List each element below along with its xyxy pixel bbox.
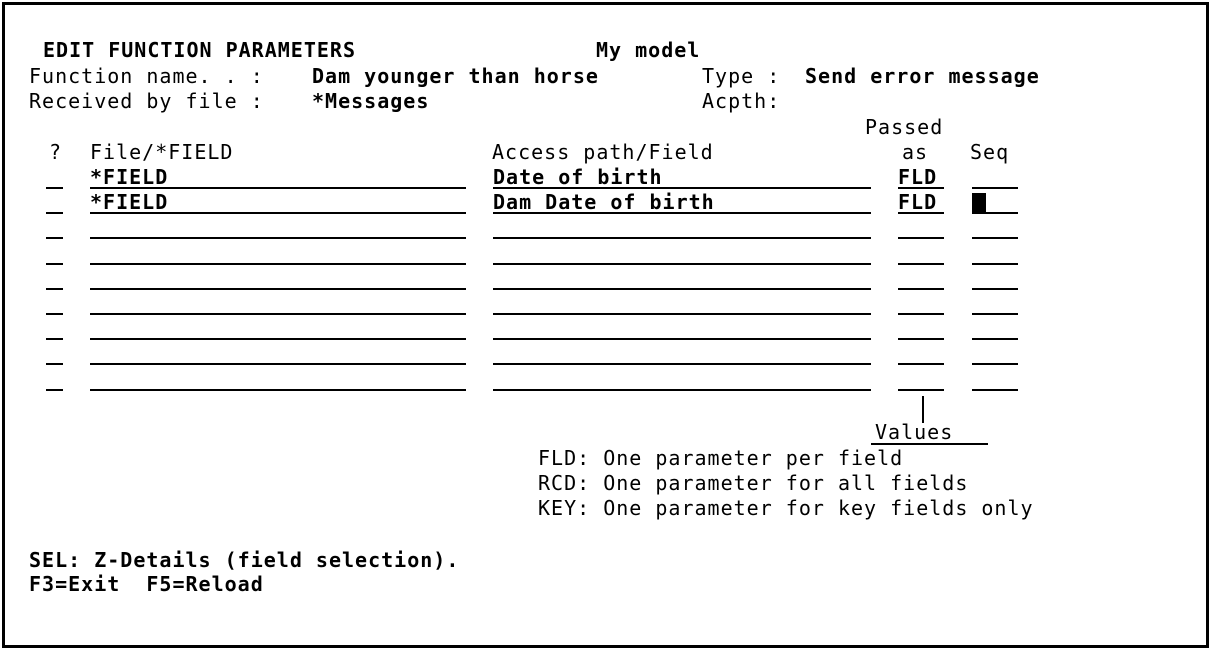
selection-hint: SEL: Z-Details (field selection). — [29, 548, 460, 572]
passed-as-field[interactable] — [898, 215, 944, 239]
seq-field[interactable] — [972, 291, 1018, 315]
seq-field[interactable] — [972, 341, 1018, 365]
function-name-value: Dam younger than horse — [312, 64, 599, 88]
model-name: My model — [596, 38, 701, 62]
access-path-field-value: Date of birth — [493, 165, 663, 189]
field-underline — [898, 263, 944, 265]
select-field[interactable] — [46, 190, 63, 214]
received-by-label: Received by file : — [29, 89, 264, 113]
passed-as-field[interactable] — [898, 291, 944, 315]
passed-as-field[interactable] — [898, 367, 944, 391]
field-underline — [972, 363, 1018, 365]
field-underline — [493, 338, 871, 340]
screen-title: EDIT FUNCTION PARAMETERS — [43, 38, 356, 62]
received-by-value: *Messages — [312, 89, 430, 113]
access-path-field[interactable] — [493, 367, 871, 391]
field-underline — [898, 288, 944, 290]
file-field[interactable] — [90, 316, 466, 340]
select-field[interactable] — [46, 341, 63, 365]
passed-as-field[interactable] — [898, 316, 944, 340]
access-path-field[interactable] — [493, 316, 871, 340]
type-label: Type : — [702, 64, 781, 88]
select-field[interactable] — [46, 165, 63, 189]
field-underline — [493, 288, 871, 290]
field-underline — [493, 313, 871, 315]
values-item-fld: FLD: One parameter per field — [538, 446, 904, 470]
col-passed-as-heading: as — [902, 140, 929, 164]
select-field[interactable] — [46, 316, 63, 340]
file-field[interactable] — [90, 291, 466, 315]
field-underline — [90, 389, 466, 391]
col-seq-heading: Seq — [970, 140, 1010, 164]
field-underline — [972, 288, 1018, 290]
field-underline — [90, 237, 466, 239]
access-path-field[interactable] — [493, 266, 871, 290]
passed-as-field[interactable] — [898, 165, 944, 189]
field-underline — [493, 389, 871, 391]
type-value: Send error message — [805, 64, 1040, 88]
select-field[interactable] — [46, 241, 63, 265]
field-underline — [972, 313, 1018, 315]
field-underline — [46, 389, 63, 391]
field-underline — [46, 288, 63, 290]
field-underline — [46, 263, 63, 265]
col-select-heading: ? — [49, 140, 63, 164]
field-underline — [898, 389, 944, 391]
seq-field[interactable] — [972, 266, 1018, 290]
field-underline — [972, 263, 1018, 265]
field-underline — [90, 363, 466, 365]
file-field[interactable] — [90, 165, 466, 189]
passed-as-field[interactable] — [898, 266, 944, 290]
file-field[interactable] — [90, 190, 466, 214]
field-underline — [90, 288, 466, 290]
values-item-key: KEY: One parameter for key fields only — [538, 496, 1034, 520]
seq-field[interactable] — [972, 165, 1018, 189]
access-path-field[interactable] — [493, 215, 871, 239]
access-path-field[interactable] — [493, 341, 871, 365]
field-underline — [898, 363, 944, 365]
access-path-field[interactable] — [493, 241, 871, 265]
field-underline — [90, 313, 466, 315]
field-underline — [46, 212, 63, 214]
passed-as-field[interactable] — [898, 190, 944, 214]
field-underline — [898, 237, 944, 239]
col-access-heading: Access path/Field — [492, 140, 714, 164]
acpth-label: Acpth: — [702, 89, 781, 113]
function-name-label: Function name. . : — [29, 64, 264, 88]
passed-as-field-value: FLD — [898, 165, 938, 189]
select-field[interactable] — [46, 215, 63, 239]
text-cursor — [972, 193, 986, 213]
passed-as-field-value: FLD — [898, 190, 938, 214]
terminal-screen — [2, 2, 1209, 648]
field-underline — [972, 338, 1018, 340]
passed-as-field[interactable] — [898, 341, 944, 365]
field-underline — [493, 237, 871, 239]
file-field[interactable] — [90, 241, 466, 265]
select-field[interactable] — [46, 291, 63, 315]
access-path-field[interactable] — [493, 291, 871, 315]
field-underline — [46, 338, 63, 340]
field-underline — [972, 187, 1018, 189]
values-underline — [871, 443, 988, 445]
values-item-rcd: RCD: One parameter for all fields — [538, 471, 969, 495]
field-underline — [46, 187, 63, 189]
seq-field[interactable] — [972, 316, 1018, 340]
field-underline — [493, 263, 871, 265]
field-underline — [898, 313, 944, 315]
field-underline — [46, 363, 63, 365]
seq-field[interactable] — [972, 215, 1018, 239]
seq-field[interactable] — [972, 367, 1018, 391]
field-underline — [972, 237, 1018, 239]
select-field[interactable] — [46, 266, 63, 290]
passed-as-field[interactable] — [898, 241, 944, 265]
access-path-field[interactable] — [493, 165, 871, 189]
file-field[interactable] — [90, 215, 466, 239]
function-keys: F3=Exit F5=Reload — [29, 572, 264, 596]
file-field[interactable] — [90, 367, 466, 391]
field-underline — [90, 338, 466, 340]
field-underline — [90, 263, 466, 265]
file-field[interactable] — [90, 341, 466, 365]
field-underline — [46, 313, 63, 315]
seq-field[interactable] — [972, 241, 1018, 265]
field-underline — [898, 338, 944, 340]
access-path-field-value: Dam Date of birth — [493, 190, 715, 214]
col-passed-heading: Passed — [865, 115, 944, 139]
file-field-value: *FIELD — [90, 165, 169, 189]
field-underline — [493, 363, 871, 365]
access-path-field[interactable] — [493, 190, 871, 214]
file-field-value: *FIELD — [90, 190, 169, 214]
file-field[interactable] — [90, 266, 466, 290]
select-field[interactable] — [46, 367, 63, 391]
field-underline — [46, 237, 63, 239]
field-underline — [972, 389, 1018, 391]
values-title: Values — [875, 420, 954, 444]
values-connector — [922, 396, 924, 423]
col-file-heading: File/*FIELD — [90, 140, 234, 164]
